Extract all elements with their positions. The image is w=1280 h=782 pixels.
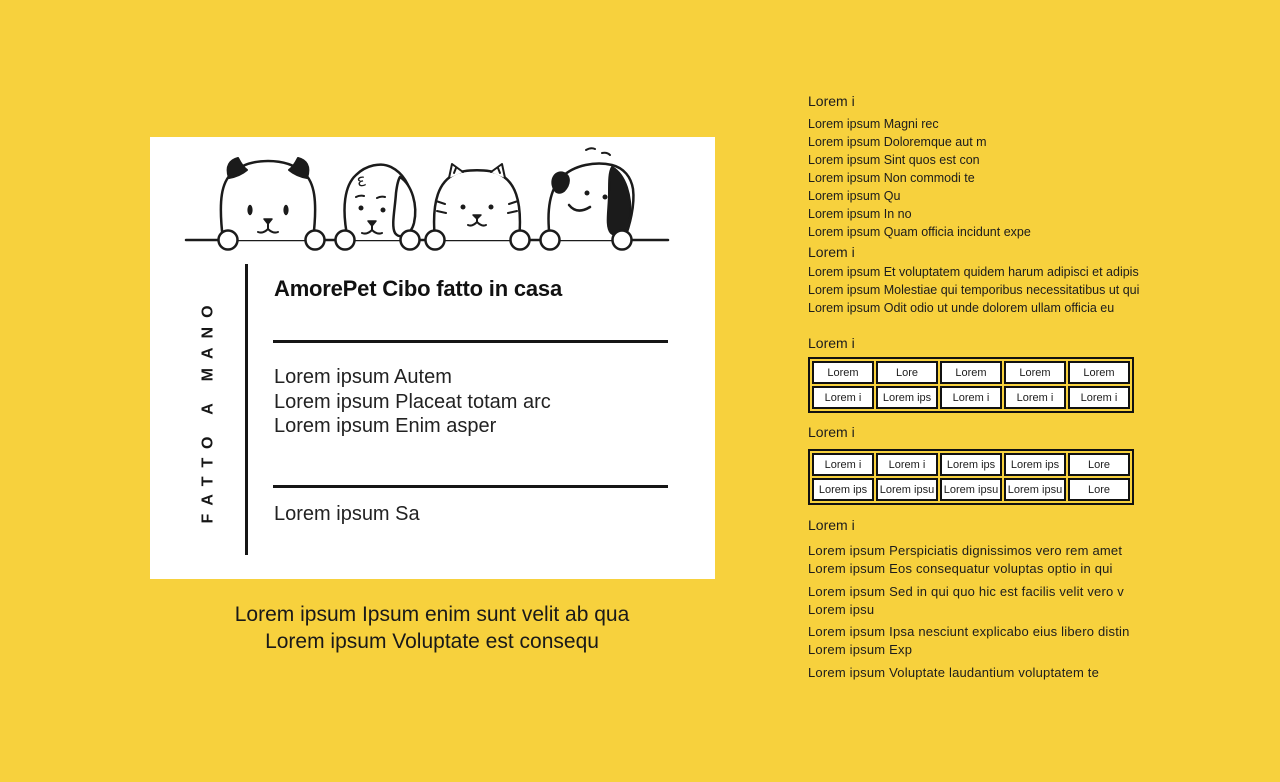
svg-text:ε: ε: [354, 170, 369, 192]
list-item: Lorem ipsum Eos consequatur voluptas optio in qui: [808, 561, 1113, 576]
list-item: Lorem ipsum Odit odio ut unde dolorem ullam officia eu: [808, 301, 1115, 315]
list-item: Lorem ipsu: [808, 602, 875, 617]
list-item: Lorem ipsum In no: [808, 207, 912, 221]
section-header: Lorem i: [808, 424, 855, 440]
list-item: Lorem ipsum Molestiae qui temporibus necessitatibus ut qui: [808, 283, 1140, 297]
list-item: Lorem ipsum Quam officia incidunt expe: [808, 225, 1031, 239]
section-list: [808, 115, 1031, 241]
list-item: Lorem ipsum Voluptate laudantium voluptatem te: [808, 665, 1100, 680]
table-cell: Lorem: [812, 361, 874, 384]
ingredient-line: Lorem ipsum Placeat totam arc: [274, 390, 551, 413]
table-cell: Lorem i: [812, 386, 874, 409]
table-row: [812, 453, 1130, 476]
section-group: [808, 623, 1130, 659]
caption-line: Lorem ipsum Ipsum enim sunt velit ab qua: [234, 603, 630, 626]
table-cell: Lorem i: [1004, 386, 1066, 409]
puppy-icon: [345, 165, 416, 240]
table-cell: Lorem ips: [940, 453, 1002, 476]
list-item: Lorem ipsum Et voluptatem quidem harum adipisci et adipis: [808, 265, 1139, 279]
tabby-cat-icon: [434, 164, 520, 240]
vertical-label: FATTO A MANO: [200, 295, 218, 524]
table-cell: Lore: [876, 361, 938, 384]
table-cell: Lore: [1068, 453, 1130, 476]
table-cell: Lorem ips: [812, 478, 874, 501]
section-header: Lorem i: [808, 93, 855, 109]
table-cell: Lorem i: [940, 386, 1002, 409]
pets-illustration: [150, 137, 715, 257]
table-row: [812, 386, 1130, 409]
table-row: [812, 478, 1130, 501]
section-header: Lorem i: [808, 244, 855, 260]
table-cell: Lore: [1068, 478, 1130, 501]
cat-one-icon: [221, 158, 315, 240]
divider-line-top: [273, 340, 668, 343]
list-item: Lorem ipsum Doloremque aut m: [808, 135, 987, 149]
table-cell: Lorem i: [1068, 386, 1130, 409]
section-group: [808, 542, 1122, 578]
data-table-one: [808, 357, 1134, 413]
card-footer-line: Lorem ipsum Sa: [274, 503, 420, 525]
ingredient-list: [274, 365, 551, 439]
data-table-two: [808, 449, 1134, 505]
table-cell: Lorem: [940, 361, 1002, 384]
section-header: Lorem i: [808, 335, 855, 351]
section-header: Lorem i: [808, 517, 855, 533]
ingredient-line: Lorem ipsum Enim asper: [274, 415, 497, 437]
list-item: Lorem ipsum Sint quos est con: [808, 153, 980, 167]
list-item: Lorem ipsum Perspiciatis dignissimos vero rem amet: [808, 543, 1123, 558]
info-panel: [808, 0, 1153, 782]
table-cell: Lorem ipsu: [876, 478, 938, 501]
vertical-label-strip: [156, 264, 262, 555]
caption-line: Lorem ipsum Voluptate est consequ: [265, 630, 599, 653]
caption: [132, 601, 732, 655]
section-list: [808, 263, 1139, 317]
section-group: [808, 583, 1124, 619]
list-item: Lorem ipsum Magni rec: [808, 117, 939, 131]
table-cell: Lorem i: [812, 453, 874, 476]
list-item: Lorem ipsum Exp: [808, 642, 913, 657]
list-item: Lorem ipsum Qu: [808, 189, 901, 203]
table-cell: Lorem: [1068, 361, 1130, 384]
dog-icon: [549, 148, 634, 240]
table-row: [812, 361, 1130, 384]
card-title: AmorePet Cibo fatto in casa: [274, 276, 562, 301]
table-cell: Lorem ipsu: [940, 478, 1002, 501]
table-cell: Lorem ips: [1004, 453, 1066, 476]
table-cell: Lorem ipsu: [1004, 478, 1066, 501]
divider-line-bottom: [273, 485, 668, 488]
list-item: Lorem ipsum Sed in qui quo hic est facilis velit vero v: [808, 584, 1124, 599]
ingredient-line: Lorem ipsum Autem: [274, 366, 452, 388]
section-group: [808, 664, 1099, 682]
table-cell: Lorem: [1004, 361, 1066, 384]
list-item: Lorem ipsum Ipsa nesciunt explicabo eius libero distin: [808, 624, 1130, 639]
table-cell: Lorem ips: [876, 386, 938, 409]
table-cell: Lorem i: [876, 453, 938, 476]
list-item: Lorem ipsum Non commodi te: [808, 171, 975, 185]
label-card: [150, 137, 715, 579]
